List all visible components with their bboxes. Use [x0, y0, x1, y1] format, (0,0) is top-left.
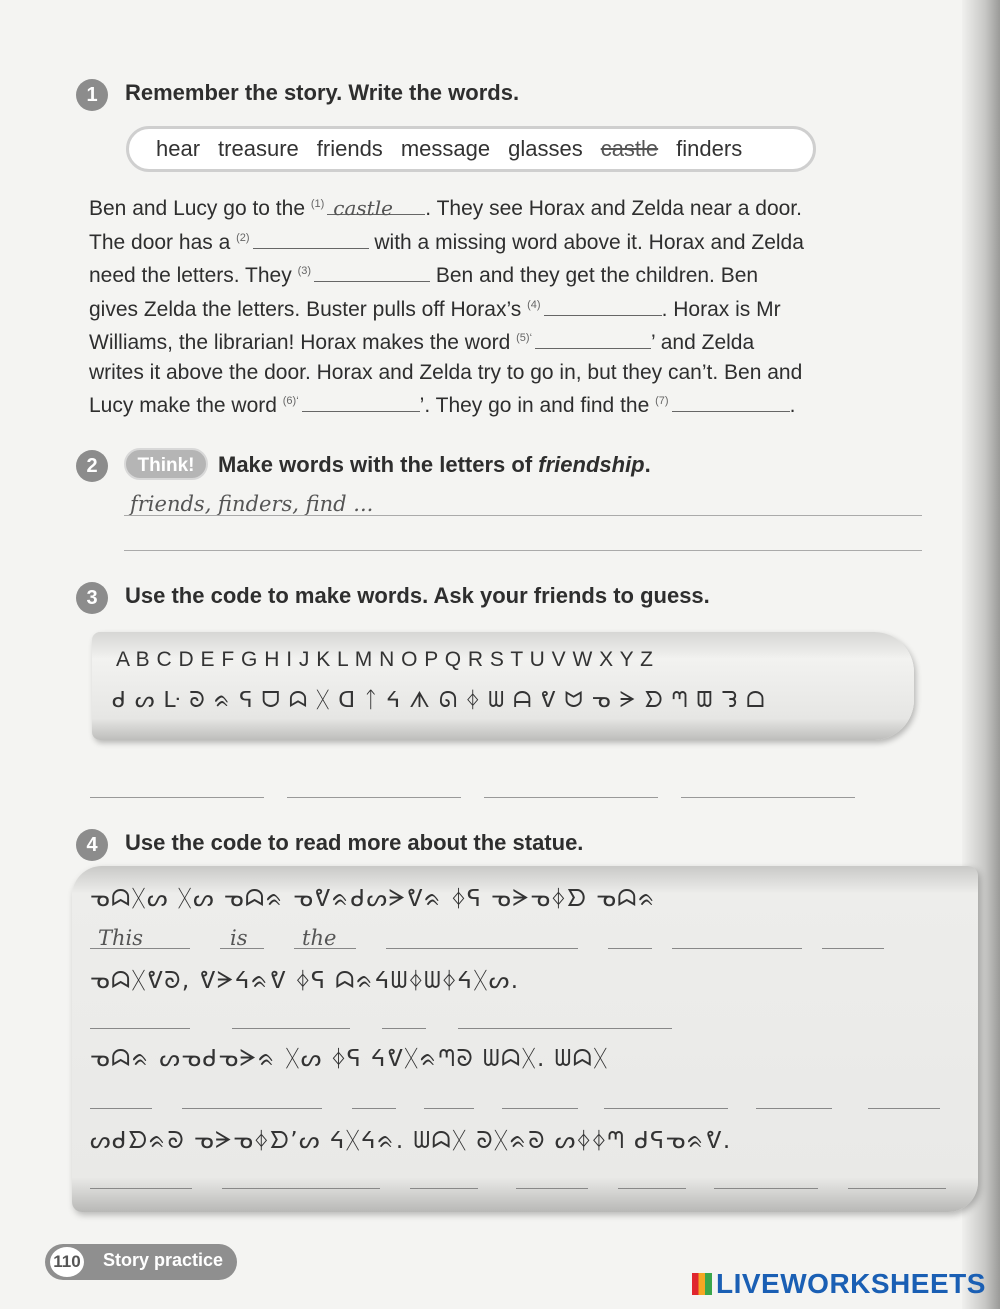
word-hear: hear [156, 136, 201, 161]
decode-blank[interactable] [458, 1028, 672, 1029]
answer-line-2[interactable] [124, 550, 922, 551]
story-part: . Horax is Mr Williams, the librarian! Horax makes the word [89, 297, 781, 354]
word-castle-crossed: castle [600, 136, 659, 161]
story-part: Ben and Lucy go to the [89, 197, 311, 220]
decode-blank[interactable] [848, 1188, 946, 1189]
code-line-3: ᓀᗣᨑ ᔕᓀᑯᓀᗒᨑ ᚷᔕ ᛄᕋ ᔦᕓᚷᨑᘉᘐ ᗯᗣᚷ. ᗯᗣᚷ [90, 1046, 609, 1072]
page-number: 110 [47, 1244, 87, 1280]
answer-is: is [230, 926, 248, 950]
story-part: . [789, 394, 796, 417]
section-1-number: 1 [76, 79, 108, 111]
gap-number-1: (1) [310, 198, 325, 210]
statue-code-scroll [72, 866, 978, 1212]
answer-blank-4[interactable] [544, 295, 662, 316]
gap-number-7: (7) [655, 395, 669, 407]
section-2-heading [218, 452, 651, 478]
page-section-label: Story practice [103, 1250, 224, 1270]
code-word-line[interactable] [287, 797, 461, 798]
word-finders: finders [676, 136, 743, 161]
decode-blank[interactable] [618, 1188, 686, 1189]
heading-italic-word: friendship [538, 452, 645, 477]
code-symbols-row: ᑯ ᔕ ᒷ ᘐ ᨑ ᕋ ᗜ ᗣ ᚷ ᗡ ᛏ ᔦ ᗑ ᘏ ᛄ ᗯ ᗩ ᕓ ᗢ ᓀ ᗒ ᗤ ᘉ ᗵ ᘊ ᗝ [112, 688, 766, 713]
word-glasses: glasses [508, 136, 583, 161]
section-3-heading: Use the code to make words. Ask your friends to guess. [125, 583, 710, 608]
decode-blank[interactable] [410, 1188, 478, 1189]
word-treasure: treasure [218, 136, 299, 161]
decode-blank[interactable] [714, 1188, 818, 1189]
decode-blank[interactable] [608, 948, 652, 949]
code-line-1: ᓀᗣᚷᔕ ᚷᔕ ᓀᗣᨑ ᓀᕓᨑᑯᔕᗒᕓᨑ ᛄᕋ ᓀᗒᓀᛄᗤ ᓀᗣᨑ [90, 886, 657, 912]
decode-blank[interactable] [386, 948, 578, 949]
story-part: Ben and they get the children. Ben gives Zelda the letters. Buster pulls off Horax’s [89, 264, 759, 321]
word-box [126, 126, 816, 172]
decode-blank[interactable] [182, 1108, 322, 1109]
section-2-number: 2 [76, 450, 108, 482]
gap-number-5: (5)‘ [516, 332, 533, 344]
decode-blank[interactable] [822, 948, 884, 949]
decode-blank[interactable] [220, 948, 264, 949]
decode-blank[interactable] [424, 1108, 474, 1109]
answer-line-1[interactable] [124, 515, 922, 516]
story-part: ’. They go in and find the [419, 394, 656, 417]
decode-blank[interactable] [502, 1108, 578, 1109]
alphabet-row: A B C D E F G H I J K L M N O P Q R S T U V W X Y Z [116, 648, 654, 671]
heading-text: Make words with the letters of [218, 452, 539, 477]
answer-blank-2[interactable] [253, 228, 369, 249]
section-4-heading: Use the code to read more about the statue. [125, 830, 584, 855]
section-4-number: 4 [76, 829, 108, 861]
answer-the: the [302, 926, 337, 950]
logo-icon [692, 1273, 712, 1295]
decode-blank[interactable] [604, 1108, 728, 1109]
decode-blank[interactable] [90, 1108, 152, 1109]
answer-blank-7[interactable] [672, 391, 790, 412]
decode-blank[interactable] [294, 948, 356, 949]
code-word-line[interactable] [90, 797, 264, 798]
word-message: message [400, 136, 491, 161]
answer-blank-1[interactable]: castle [327, 194, 425, 215]
decode-blank[interactable] [382, 1028, 426, 1029]
decode-blank[interactable] [232, 1028, 350, 1029]
answer-blank-3[interactable] [314, 261, 430, 282]
story-part: . They see Horax and Zelda near a door. The door has a [89, 197, 802, 254]
gap-number-2: (2) [236, 231, 250, 244]
decode-blank[interactable] [868, 1108, 940, 1109]
story-part: with a missing word above it. Horax and Zelda need the letters. They [89, 230, 804, 287]
decode-blank[interactable] [90, 1188, 192, 1189]
story-part: ’ and Zelda writes it above the door. Horax and Zelda try to go in, but they can’t. Ben and Lucy make the word [89, 331, 803, 417]
logo-text: LIVEWORKSHEETS [716, 1268, 986, 1299]
decode-blank[interactable] [352, 1108, 396, 1109]
section-3-number: 3 [76, 582, 108, 614]
example-answer: friends, finders, find ... [130, 492, 374, 516]
decode-blank[interactable] [516, 1188, 588, 1189]
code-word-line[interactable] [681, 797, 855, 798]
gap-number-6: (6)‘ [282, 395, 299, 407]
gap-number-4: (4) [527, 298, 541, 311]
section-1-heading: Remember the story. Write the words. [125, 80, 520, 105]
decode-blank[interactable] [672, 948, 802, 949]
answer-blank-6[interactable] [302, 391, 420, 412]
decode-blank[interactable] [756, 1108, 832, 1109]
answer-blank-5[interactable] [535, 328, 651, 349]
answer-this: This [98, 926, 144, 950]
code-line-4: ᔕᑯᗤᨑᘐ ᓀᗒᓀᛄᗤ’ᔕ ᔦᚷᔦᨑ. ᗯᗣᚷ ᘐᚷᨑᘐ ᔕᛄᛄᘉ ᑯᕋᓀᨑᕓ. [90, 1128, 732, 1154]
decode-blank[interactable] [90, 948, 190, 949]
liveworksheets-logo[interactable] [692, 1268, 986, 1300]
code-word-line[interactable] [484, 797, 658, 798]
story-text [89, 190, 809, 421]
word-friends: friends [316, 136, 383, 161]
gap-number-3: (3) [297, 265, 312, 277]
code-line-2: ᓀᗣᚷᕓᘐ, ᕓᗒᔦᨑᕓ ᛄᕋ ᗣᨑᔦᗯᛄᗯᛄᔦᚷᔕ. [90, 968, 520, 994]
decode-blank[interactable] [222, 1188, 380, 1189]
heading-end: . [644, 452, 651, 477]
think-badge: Think! [124, 448, 208, 480]
decode-blank[interactable] [90, 1028, 190, 1029]
